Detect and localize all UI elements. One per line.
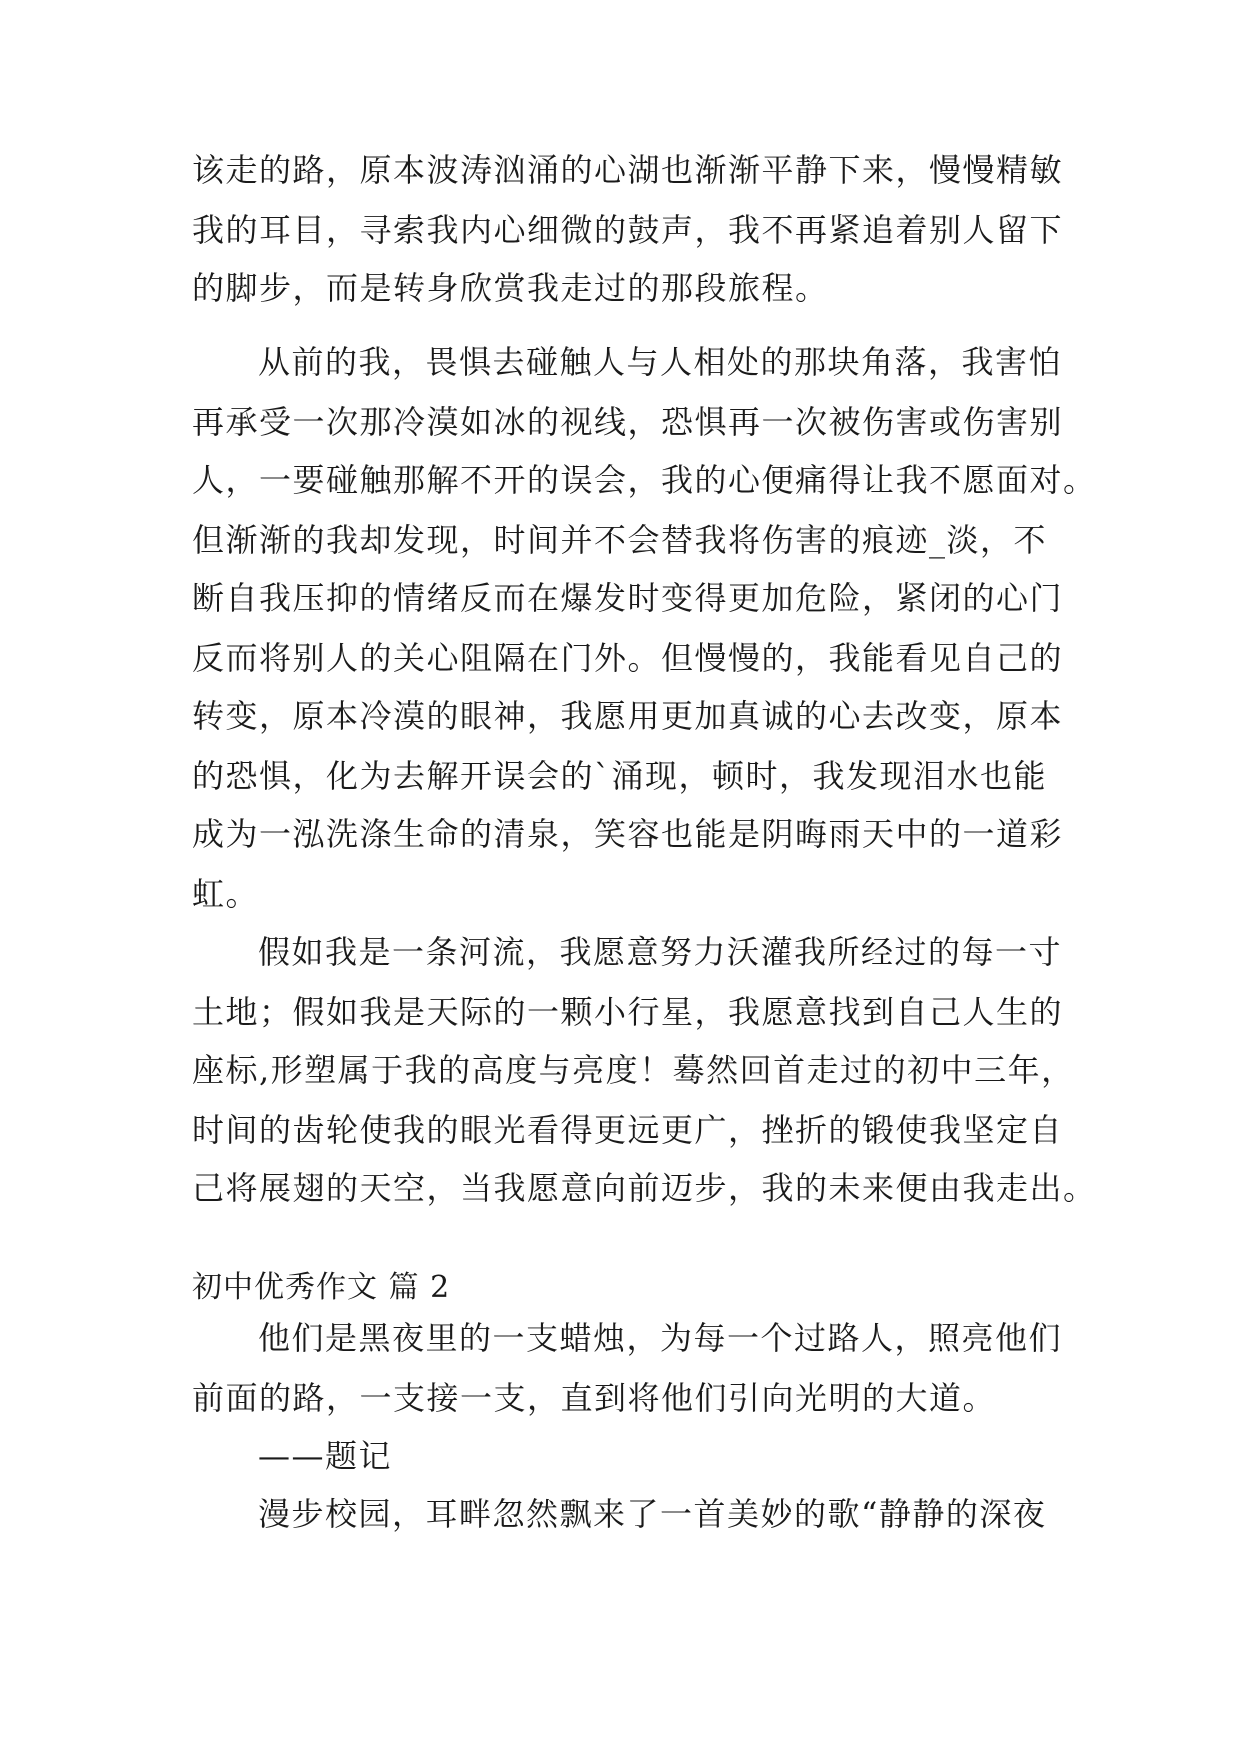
paragraph-line: 转变，原本冷漠的眼神，我愿用更加真诚的心去改变，原本 xyxy=(192,697,1064,735)
paragraph-line: 假如我是一条河流，我愿意努力沃灌我所经过的每一寸 xyxy=(258,933,1063,971)
paragraph-line: 我的耳目，寻索我内心细微的鼓声，我不再紧追着别人留下 xyxy=(192,211,1064,249)
paragraph-line: 反而将别人的关心阻隔在门外。但慢慢的，我能看见自己的 xyxy=(192,639,1064,677)
paragraph-line: 但渐渐的我却发现，时间并不会替我将伤害的痕迹_淡，不 xyxy=(192,521,1048,559)
paragraph-line: 虹。 xyxy=(192,875,260,913)
paragraph-line: 从前的我，畏惧去碰触人与人相处的那块角落，我害怕 xyxy=(258,343,1063,381)
paragraph-line: 时间的齿轮使我的眼光看得更远更广，挫折的锻使我坚定自 xyxy=(192,1111,1064,1149)
epigraph-attribution: ——题记 xyxy=(258,1437,393,1475)
paragraph-line: 座标,形塑属于我的高度与亮度！蓦然回首走过的初中三年， xyxy=(192,1051,1075,1089)
paragraph-line: 前面的路，一支接一支，直到将他们引向光明的大道。 xyxy=(192,1379,997,1417)
paragraph-line: 该走的路，原本波涛汹涌的心湖也渐渐平静下来，慢慢精敏 xyxy=(192,151,1064,189)
paragraph-line: 的恐惧，化为去解开误会的`涌现，顿时，我发现泪水也能 xyxy=(192,757,1048,795)
paragraph-line: 人，一要碰触那解不开的误会，我的心便痛得让我不愿面对。 xyxy=(192,461,1097,499)
paragraph-line: 的脚步，而是转身欣赏我走过的那段旅程。 xyxy=(192,269,829,307)
section-heading: 初中优秀作文 篇 2 xyxy=(192,1270,451,1305)
paragraph-line: 土地；假如我是天际的一颗小行星，我愿意找到自己人生的 xyxy=(192,993,1064,1031)
paragraph-line: 再承受一次那冷漠如冰的视线，恐惧再一次被伤害或伤害别 xyxy=(192,403,1064,441)
paragraph-line: 他们是黑夜里的一支蜡烛，为每一个过路人，照亮他们 xyxy=(258,1319,1063,1357)
paragraph-line: 断自我压抑的情绪反而在爆发时变得更加危险，紧闭的心门 xyxy=(192,579,1064,617)
paragraph-line: 己将展翅的天空，当我愿意向前迈步，我的未来便由我走出。 xyxy=(192,1169,1097,1207)
paragraph-line: 成为一泓洗涤生命的清泉，笑容也能是阴晦雨天中的一道彩 xyxy=(192,815,1064,853)
paragraph-line: 漫步校园，耳畔忽然飘来了一首美妙的歌“静静的深夜 xyxy=(258,1495,1047,1533)
